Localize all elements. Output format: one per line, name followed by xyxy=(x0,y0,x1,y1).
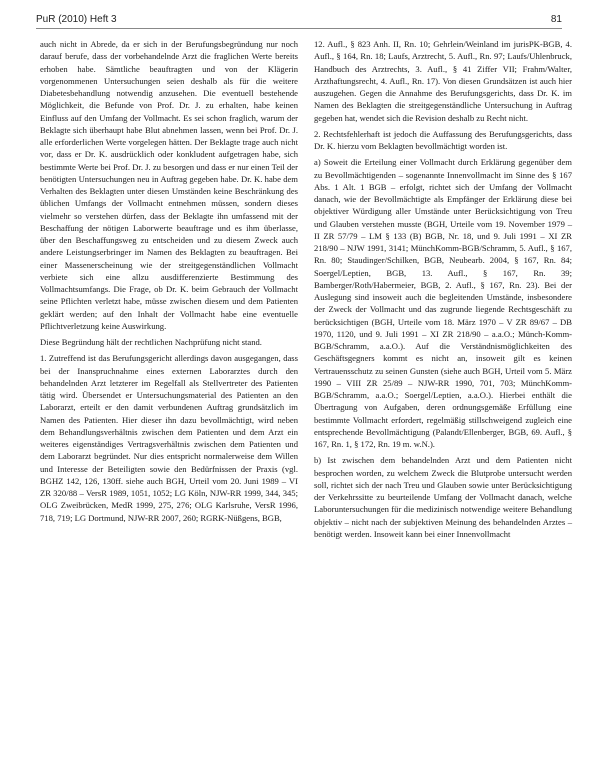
paragraph: 2. Rechtsfehlerhaft ist jedoch die Auffassung des Berufungsgerichts, dass Dr. K. hierzu vom Beklagten bevollmächtigt worden ist. xyxy=(314,128,572,151)
paragraph: 1. Zutreffend ist das Berufungsgericht allerdings davon ausgegangen, dass bei der Inanspruchnahme eines externen Laborarztes durch den behandelnden Arzt letzterer im Regelfall als Stellvertreter des Patienten tätig wird. Übersendet er Untersuchungsmaterial des Patienten an den Laborarzt, erteilt er den damit verbundenen Auftrag grundsätzlich im Namen des Patienten. Hier dieser ihn dazu bevollmächtigt, wird neben dem Behandlungsverhältnis zwischen dem Patienten und dem Arzt ein weiteres eigenständiges Vertragsverhältnis zwischen dem Patienten und dem Laborarzt begründet. Nur dies entspricht normalerweise dem Willen und Interesse der Beteiligten sowie den Bedürfnissen der Praxis (vgl. BGHZ 142, 126, 130ff. siehe auch BGH, Urteil vom 20. Juni 1989 – VI ZR 320/88 – VersR 1989, 1051, 1052; LG Köln, NJW-RR 1999, 344, 345; OLG Zweibrücken, MedR 1999, 275, 276; OLG Karlsruhe, VersR 1996, 718, 719; LG Dortmund, NJW-RR 2007, 260; RGRK-Nüßgens, BGB, xyxy=(40,353,298,523)
paragraph: auch nicht in Abrede, da er sich in der Berufungsbegründung nur noch darauf berufe, dass der vorbehandelnde Arzt die fraglichen Werte bereits erhoben habe. Sämtliche beauftragten und von der Klägerin vorgenommenen Untersuchungen seien deshalb als für die weitere Diabetesbehandlung notwendig anzusehen. Die eventuell bestehende Möglichkeit, die Befunde von Prof. Dr. J. zu erhalten, habe keinen Einfluss auf den Umfang der Vollmacht. Es sei schon fraglich, warum der Beklagte sich überhaupt habe Blut abnehmen lassen, wenn bei Prof. Dr. J. alle erforderlichen Werte vorgelegen hätten. Der Beklagte trage auch nicht vor, dass er Dr. K. ausdrücklich oder konkludent aufgetragen habe, sich bestimmte Werte bei Prof. Dr. J. zu besorgen und dass er nur einen Teil der benötigten Untersuchungen neu in Auftrag gegeben habe. Dr. K. habe dem Verhalten des Beklagten unter diesen Umständen keine Beschränkung des üblichen Umfangs der Vollmacht entnehmen müssen, sondern dieses vielmehr so verstehen dürfen, dass der Beklagte ihn umfassend mit der Beschaffung der nötigen Laborwerte beauftrage und es ihm überlasse, über den Beschaffungsweg zu entscheiden und zu diesem Zweck auch andere Leistungserbringer im Namen des Beklagten zu beauftragen. Bei einer Massenerscheinung wie der streitgegenständlichen Vollmacht verbiete sich eine allzu ausdifferenzierte Bestimmung des Vollmachtsumfangs. Die Frage, ob Dr. K. beim Gebrauch der Vollmacht seine Pflichten verletzt habe, müsse zwischen diesem und dem Patienten geklärt werden; auf den Inhalt der Vollmacht habe eine eventuelle Pflichtverletzung keine Auswirkung. xyxy=(40,39,298,331)
page-number: 81 xyxy=(550,14,562,25)
paragraph: 12. Aufl., § 823 Anh. II, Rn. 10; Gehrlein/Weinland im jurisPK-BGB, 4. Aufl., § 164, Rn. 18; Laufs, Arztrecht, 5. Aufl., Rn. 97; Laufs/Uhlenbruck, Handbuch des Arztrechts, 3. Aufl., § 41 Ziffer VII; Frahm/Walter, Arzthaftungsrecht, 4. Aufl., Rn. 17). Von diesen Grundsätzen ist auch hier auszugehen. Gegen die Annahme des Berufungsgerichts, dass Dr. K. im Namen des Beklagten die streitgegenständliche Untersuchung in Auftrag gegeben hat, wendet sich die Revision deshalb zu Recht nicht. xyxy=(314,39,572,123)
paragraph: Diese Begründung hält der rechtlichen Nachprüfung nicht stand. xyxy=(40,337,262,347)
paragraph: b) Ist zwischen dem behandelnden Arzt und dem Patienten nicht besprochen worden, zu welchem Zweck die Blutprobe untersucht werden soll, richtet sich der nach Treu und Glauben sowie unter Berücksichtigung der Verkehrssitte zu beurteilende Umfang der Vollmacht danach, welche Laboruntersuchungen für die medizinisch notwendige weitere Behandlung objektiv – nicht nach der subjektiven Meinung des behandelnden Arztes – benötigt werden. Insoweit kann bei einer Innenvollmacht xyxy=(314,455,572,539)
paragraph: a) Soweit die Erteilung einer Vollmacht durch Erklärung gegenüber dem zu Bevollmächtigenden – sogenannte Innenvollmacht im Sinne des § 167 Abs. 1 Alt. 1 BGB – erfolgt, richtet sich der Umfang der Vollmacht danach, wie der Bevollmächtigte als Empfänger der Erklärung diese bei objektiver Würdigung aller Umstände unter Berücksichtigung von Treu und Glauben verstehen musste (BGH, Urteile vom 19. November 1979 – II ZR 57/79 – LM § 133 (B) BGB, Nr. 18, und 9. Juli 1991 – XI ZR 218/90 – NJW 1991, 3141; MünchKomm-BGB/Schramm, 5. Aufl., § 167, Rn. 80; Staudinger/Schilken, BGB, Neubearb. 2004, § 167, Rn. 84; Soergel/Leptien, BGB, 13. Aufl., § 167, Rn. 39; Bamberger/Roth/Habermeier, BGB, 2. Aufl., § 167, Rn. 23). Bei der Auslegung sind insoweit auch die begleitenden Umstände, insbesondere der Zweck der Vollmacht und das zugrunde liegende Rechtsgeschäft zu berücksichtigen (BGH, Urteile vom 18. März 1970 – V ZR 89/67 – DB 1970, 1120, und 9. Juli 1991 – XI ZR 218/90 – a.a.O.; Münch-Komm-BGB/Schramm, a.a.O.). Auf die Verständnismöglichkeiten des Geschäftsgegners kommt es nicht an, insoweit gilt es keinen Vertrauensschutz zu seinen Gunsten (siehe auch BGH, Urteil vom 5. März 1990 – VIII ZR 25/89 – NJW-RR 1990, 701, 703; MünchKomm-BGB/Schramm, a.a.O.; Soergel/Leptien, a.a.O.). Hierbei enthält die Übertragung von Aufgaben, deren ordnungsgemäße Erfüllung eine bestimmte Vollmacht erfordert, regelmäßig stillschweigend zugleich eine entsprechende Bevollmächtigung (Palandt/Ellenberger, BGB, 69. Aufl., § 167, Rn. 1, § 172, Rn. 19 m. w.N.). xyxy=(314,157,572,449)
journal-title: PuR (2010) Heft 3 xyxy=(36,14,117,25)
header-rule xyxy=(36,28,562,29)
left-column xyxy=(40,38,298,528)
right-column xyxy=(314,38,572,544)
